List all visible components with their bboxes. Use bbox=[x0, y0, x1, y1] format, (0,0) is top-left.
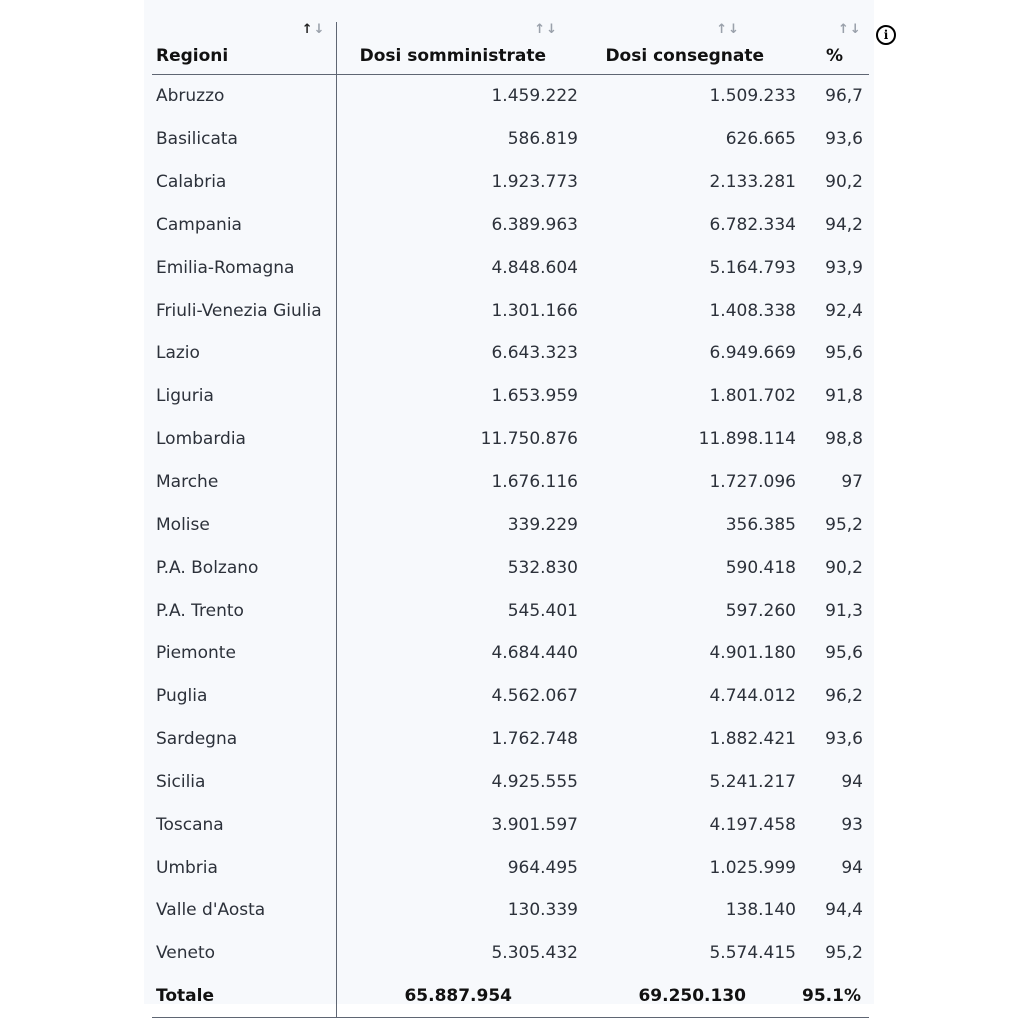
cell-delivered: 5.574.415 bbox=[709, 943, 796, 964]
sort-arrows-icon[interactable]: ↑↓ bbox=[301, 22, 326, 37]
cell-delivered: 1.025.999 bbox=[709, 857, 796, 878]
info-icon-glyph: i bbox=[883, 28, 889, 42]
total-delivered: 69.250.130 bbox=[582, 975, 802, 1018]
table-row bbox=[152, 803, 869, 846]
table-row bbox=[152, 289, 869, 332]
cell-administered: 3.901.597 bbox=[491, 814, 578, 835]
cell-percent: 95,2 bbox=[825, 943, 863, 964]
table-row bbox=[152, 718, 869, 761]
sort-arrows-icon[interactable]: ↑↓ bbox=[534, 22, 558, 37]
cell-percent: 94 bbox=[841, 771, 863, 792]
column-header-percent[interactable] bbox=[802, 22, 869, 75]
cell-percent: 93,9 bbox=[825, 257, 863, 278]
cell-administered: 11.750.876 bbox=[480, 429, 578, 450]
table-row bbox=[152, 75, 869, 118]
cell-region: Abruzzo bbox=[152, 75, 336, 118]
cell-percent: 93,6 bbox=[825, 129, 863, 150]
cell-administered: 1.676.116 bbox=[491, 472, 578, 493]
cell-percent: 91,8 bbox=[825, 386, 863, 407]
cell-percent: 95,6 bbox=[825, 643, 863, 664]
cell-percent: 96,7 bbox=[825, 86, 863, 107]
cell-region: Toscana bbox=[152, 803, 336, 846]
table-row bbox=[152, 503, 869, 546]
cell-administered: 339.229 bbox=[507, 514, 578, 535]
table-row bbox=[152, 246, 869, 289]
cell-percent: 95,6 bbox=[825, 343, 863, 364]
cell-administered: 532.830 bbox=[507, 557, 578, 578]
table-row bbox=[152, 675, 869, 718]
total-label: Totale bbox=[152, 975, 336, 1018]
cell-delivered: 1.882.421 bbox=[709, 729, 796, 750]
cell-delivered: 1.727.096 bbox=[709, 472, 796, 493]
cell-percent: 92,4 bbox=[825, 300, 863, 321]
cell-percent: 91,3 bbox=[825, 600, 863, 621]
cell-administered: 964.495 bbox=[507, 857, 578, 878]
cell-delivered: 138.140 bbox=[725, 900, 796, 921]
cell-delivered: 11.898.114 bbox=[698, 429, 796, 450]
cell-delivered: 5.164.793 bbox=[709, 257, 796, 278]
cell-delivered: 626.665 bbox=[725, 129, 796, 150]
total-percent: 95.1% bbox=[802, 975, 869, 1018]
cell-administered: 545.401 bbox=[507, 600, 578, 621]
cell-percent: 97 bbox=[841, 472, 863, 493]
cell-region: Molise bbox=[152, 503, 336, 546]
column-header-dosi-somministrate[interactable] bbox=[336, 22, 582, 75]
cell-percent: 94,2 bbox=[825, 214, 863, 235]
cell-region: Marche bbox=[152, 461, 336, 504]
cell-administered: 6.389.963 bbox=[491, 214, 578, 235]
column-header-label: Dosi consegnate bbox=[605, 46, 764, 66]
cell-region: Piemonte bbox=[152, 632, 336, 675]
cell-region: P.A. Bolzano bbox=[152, 546, 336, 589]
cell-administered: 130.339 bbox=[507, 900, 578, 921]
cell-administered: 4.848.604 bbox=[491, 257, 578, 278]
cell-administered: 1.762.748 bbox=[491, 729, 578, 750]
table-row bbox=[152, 332, 869, 375]
cell-region: Emilia-Romagna bbox=[152, 246, 336, 289]
cell-region: Valle d'Aosta bbox=[152, 889, 336, 932]
cell-percent: 96,2 bbox=[825, 686, 863, 707]
table-row bbox=[152, 889, 869, 932]
column-header-regioni[interactable] bbox=[152, 22, 336, 75]
table-total-row bbox=[152, 975, 869, 1018]
cell-administered: 5.305.432 bbox=[491, 943, 578, 964]
table-row bbox=[152, 461, 869, 504]
cell-delivered: 6.949.669 bbox=[709, 343, 796, 364]
cell-region: Campania bbox=[152, 204, 336, 247]
cell-delivered: 5.241.217 bbox=[709, 771, 796, 792]
vaccine-doses-table bbox=[152, 22, 869, 1018]
cell-region: Basilicata bbox=[152, 118, 336, 161]
total-administered: 65.887.954 bbox=[336, 975, 582, 1018]
cell-delivered: 4.197.458 bbox=[709, 814, 796, 835]
cell-delivered: 2.133.281 bbox=[709, 172, 796, 193]
cell-region: Lazio bbox=[152, 332, 336, 375]
cell-region: Veneto bbox=[152, 932, 336, 975]
cell-region: Umbria bbox=[152, 846, 336, 889]
table-row bbox=[152, 761, 869, 804]
table-row bbox=[152, 632, 869, 675]
table-row bbox=[152, 418, 869, 461]
table-header-row bbox=[152, 22, 869, 75]
sort-arrows-icon[interactable]: ↑↓ bbox=[838, 22, 862, 37]
table-row bbox=[152, 375, 869, 418]
cell-administered: 6.643.323 bbox=[491, 343, 578, 364]
table-row bbox=[152, 932, 869, 975]
info-icon[interactable] bbox=[876, 25, 896, 45]
cell-administered: 4.925.555 bbox=[491, 771, 578, 792]
cell-administered: 586.819 bbox=[507, 129, 578, 150]
cell-percent: 98,8 bbox=[825, 429, 863, 450]
table-row bbox=[152, 589, 869, 632]
cell-delivered: 1.509.233 bbox=[709, 86, 796, 107]
cell-percent: 94,4 bbox=[825, 900, 863, 921]
table-row bbox=[152, 118, 869, 161]
cell-administered: 1.923.773 bbox=[491, 172, 578, 193]
cell-percent: 93 bbox=[841, 814, 863, 835]
cell-delivered: 590.418 bbox=[725, 557, 796, 578]
cell-delivered: 4.744.012 bbox=[709, 686, 796, 707]
cell-delivered: 6.782.334 bbox=[709, 214, 796, 235]
cell-region: Puglia bbox=[152, 675, 336, 718]
cell-region: Sardegna bbox=[152, 718, 336, 761]
cell-percent: 94 bbox=[841, 857, 863, 878]
sort-arrows-icon[interactable]: ↑↓ bbox=[716, 22, 740, 37]
cell-region: Liguria bbox=[152, 375, 336, 418]
column-header-label: Dosi somministrate bbox=[359, 46, 546, 66]
table-row bbox=[152, 161, 869, 204]
cell-administered: 1.459.222 bbox=[491, 86, 578, 107]
column-header-label: % bbox=[826, 46, 844, 66]
cell-administered: 1.653.959 bbox=[491, 386, 578, 407]
cell-delivered: 356.385 bbox=[725, 514, 796, 535]
cell-region: Calabria bbox=[152, 161, 336, 204]
table-row bbox=[152, 846, 869, 889]
cell-percent: 90,2 bbox=[825, 557, 863, 578]
cell-delivered: 1.801.702 bbox=[709, 386, 796, 407]
cell-administered: 4.684.440 bbox=[491, 643, 578, 664]
cell-region: P.A. Trento bbox=[152, 589, 336, 632]
cell-region: Friuli-Venezia Giulia bbox=[152, 289, 336, 332]
cell-percent: 90,2 bbox=[825, 172, 863, 193]
cell-administered: 4.562.067 bbox=[491, 686, 578, 707]
table-row bbox=[152, 204, 869, 247]
column-header-dosi-consegnate[interactable] bbox=[582, 22, 802, 75]
cell-region: Lombardia bbox=[152, 418, 336, 461]
table-row bbox=[152, 546, 869, 589]
cell-delivered: 597.260 bbox=[725, 600, 796, 621]
table-body bbox=[152, 75, 869, 975]
cell-percent: 95,2 bbox=[825, 514, 863, 535]
cell-region: Sicilia bbox=[152, 761, 336, 804]
column-header-label: Regioni bbox=[156, 46, 229, 66]
cell-delivered: 4.901.180 bbox=[709, 643, 796, 664]
cell-delivered: 1.408.338 bbox=[709, 300, 796, 321]
cell-percent: 93,6 bbox=[825, 729, 863, 750]
cell-administered: 1.301.166 bbox=[491, 300, 578, 321]
